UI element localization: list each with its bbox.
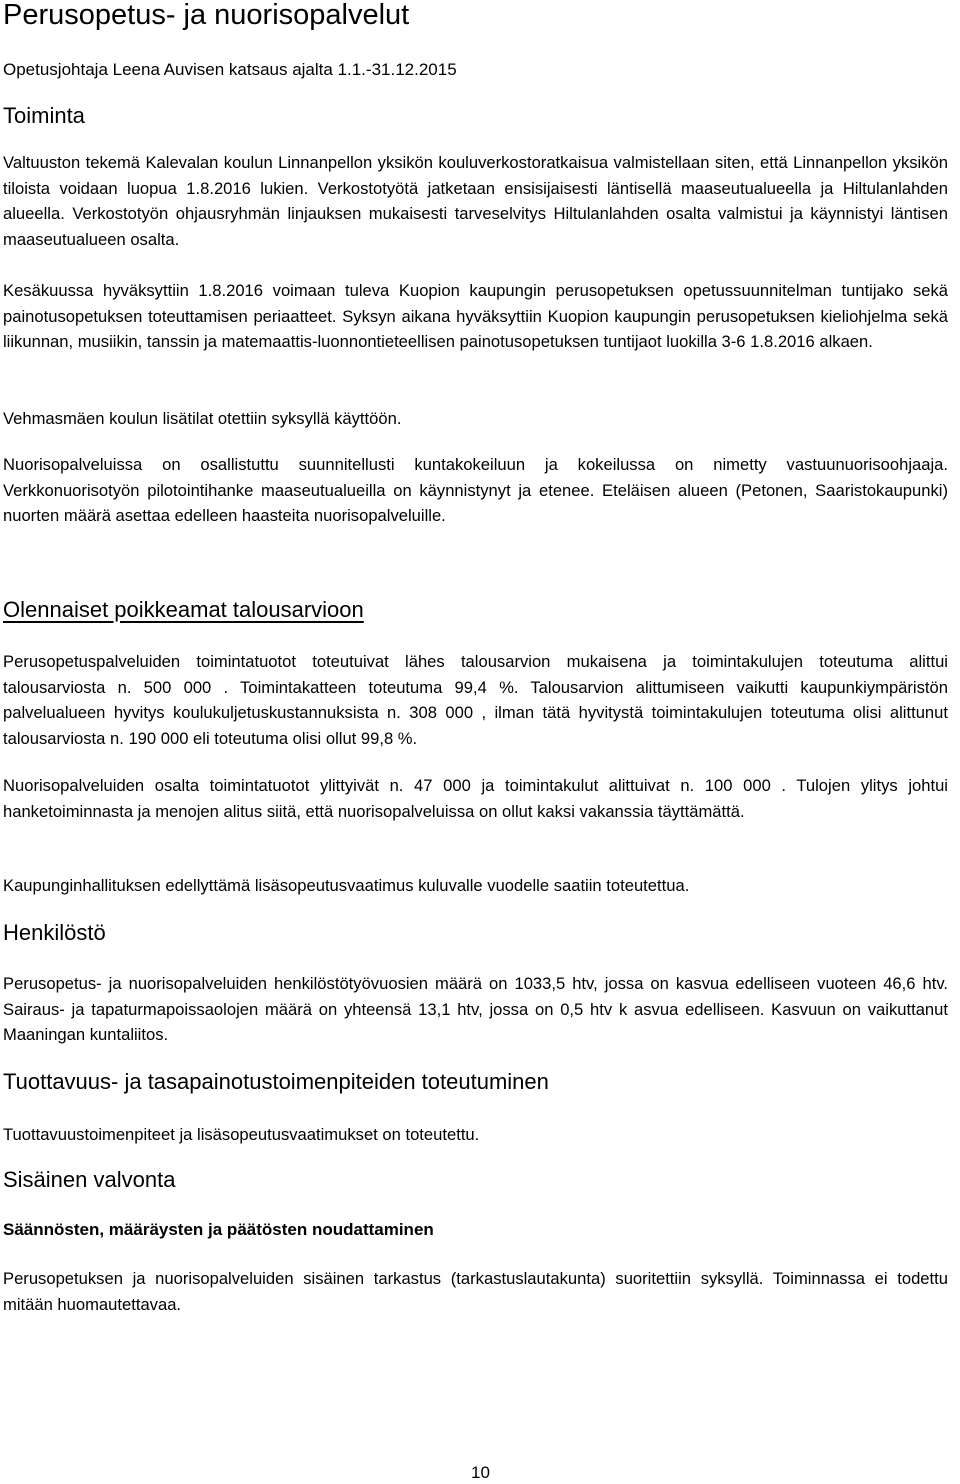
heading-toiminta: Toiminta <box>3 103 85 128</box>
report-subtitle: Opetusjohtaja Leena Auvisen katsaus ajalta 1.1.-31.12.2015 <box>3 60 457 79</box>
heading-henkilosto: Henkilöstö <box>3 920 106 945</box>
paragraph-poikkeamat-3: Kaupunginhallituksen edellyttämä lisäsopeutusvaatimus kuluvalle vuodelle saatiin toteutettua. <box>3 876 690 895</box>
heading-valvonta: Sisäinen valvonta <box>3 1167 176 1192</box>
paragraph-tuottavuus-1: Tuottavuustoimenpiteet ja lisäsopeutusvaatimukset on toteutettu. <box>3 1125 480 1144</box>
paragraph-toiminta-2: Kesäkuussa hyväksyttiin 1.8.2016 voimaan tuleva Kuopion kaupungin perusopetuksen opetussuunnitelman tuntijako sekä painotusopetuksen toteuttamisen periaatteet. Syksyn aikana hyväksyttiin Kuopion kaupungin perusopetuksen kieliohjelma sekä liikunnan, musiikin, tanssin ja matemaattis-luonnontieteellisen painotusopetuksen tuntijaot luokilla 3-6 1.8.2016 alkaen. <box>3 281 948 351</box>
paragraph-toiminta-3: Vehmasmäen koulun lisätilat otettiin syksyllä käyttöön. <box>3 409 402 428</box>
heading-tuottavuus: Tuottavuus- ja tasapainotustoimenpiteiden toteutuminen <box>3 1069 549 1094</box>
paragraph-henkilosto-1: Perusopetus- ja nuorisopalveluiden henkilöstötyövuosien määrä on 1033,5 htv, jossa on kasvua edelliseen vuoteen 46,6 htv. Sairaus- ja tapaturmapoissaolojen määrä on yhteensä 13,1 htv, jossa on 0,5 htv k asvua edelliseen. Kasvuun on vaikuttanut Maaningan kuntaliitos. <box>3 974 948 1044</box>
subheading-noudattaminen: Säännösten, määräysten ja päätösten noudattaminen <box>3 1220 434 1239</box>
paragraph-toiminta-4: Nuorisopalveluissa on osallistuttu suunnitellusti kuntakokeiluun ja kokeilussa on nimetty vastuunuorisoohjaaja. Verkkonuorisotyön pilotointihanke maaseutualueilla on käynnistynyt ja etenee. Eteläisen alueen (Petonen, Saaristokaupunki) nuorten määrä asettaa edelleen haasteita nuorisopalveluille. <box>3 455 948 525</box>
page-title: Perusopetus- ja nuorisopalvelut <box>3 0 410 31</box>
paragraph-toiminta-1: Valtuuston tekemä Kalevalan koulun Linnanpellon yksikön kouluverkostoratkaisua valmistellaan siten, että Linnanpellon yksikön tiloista voidaan luopua 1.8.2016 lukien. Verkostotyötä jatketaan ensisijaisesti läntisellä maaseutualueella ja Hiltulanlahden alueella. Verkostotyön ohjausryhmän linjauksen mukaisesti tarveselvitys Hiltulanlahden osalta valmistui ja käynnistyi läntisen maaseutualueen osalta. <box>3 153 948 249</box>
paragraph-poikkeamat-2: Nuorisopalveluiden osalta toimintatuotot ylittyivät n. 47 000 ja toimintakulut alittuivat n. 100 000 . Tulojen ylitys johtui hanketoiminnasta ja menojen alitus siitä, että nuorisopalveluissa on ollut kaksi vakanssia täyttämättä. <box>3 776 948 821</box>
paragraph-poikkeamat-1: Perusopetuspalveluiden toimintatuotot toteutuivat lähes talousarvion mukaisena ja toimintakulujen toteutuma alittui talousarviosta n. 500 000 . Toimintakatteen toteutuma 99,4 %. Talousarvion alittumiseen vaikutti kaupunkiympäristön palvelualueen hyvitys koulukuljetuskustannuksista n. 308 000 , ilman tätä hyvitystä toimintakulujen toteutuma olisi alittunut talousarviosta n. 190 000 eli toteutuma olisi ollut 99,8 %. <box>3 652 948 748</box>
page-number: 10 <box>471 1463 490 1482</box>
heading-poikkeamat: Olennaiset poikkeamat talousarvioon <box>3 597 364 622</box>
paragraph-valvonta-1: Perusopetuksen ja nuorisopalveluiden sisäinen tarkastus (tarkastuslautakunta) suoritettiin syksyllä. Toiminnassa ei todettu mitään huomautettavaa. <box>3 1269 948 1314</box>
